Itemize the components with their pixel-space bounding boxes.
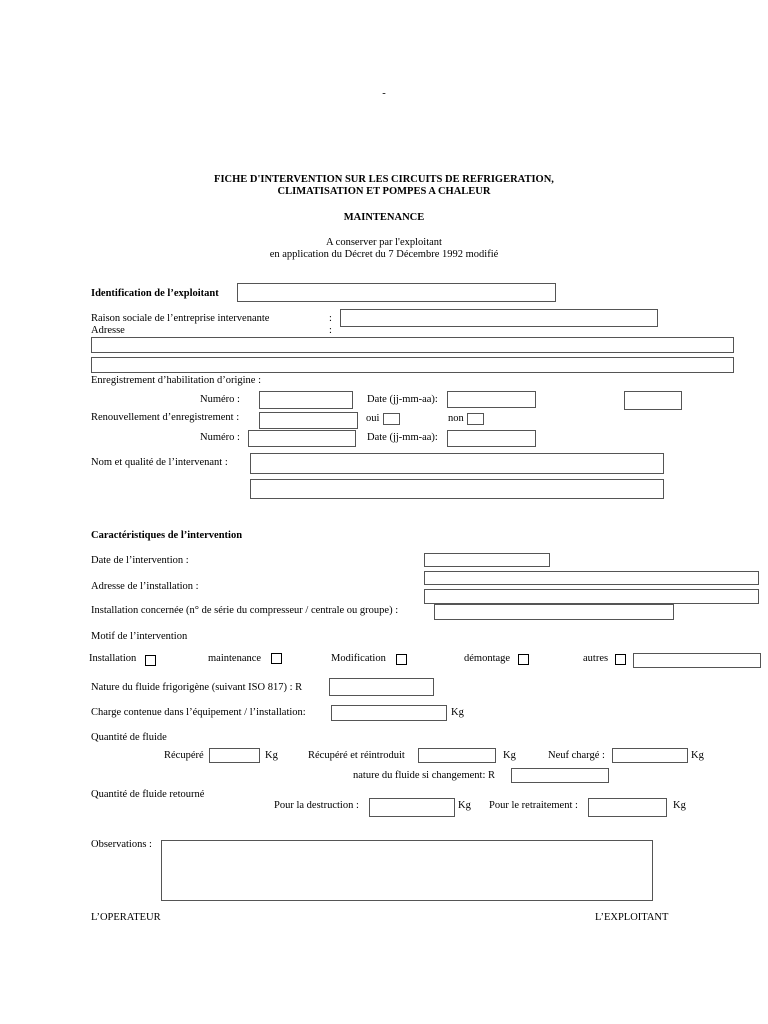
- recupere-field[interactable]: [209, 748, 260, 763]
- form-title-line2: CLIMATISATION ET POMPES A CHALEUR: [277, 186, 491, 197]
- raison-sociale-field[interactable]: [340, 309, 658, 327]
- nature-fluide-field[interactable]: [329, 678, 434, 696]
- motif-autres-label: autres: [583, 653, 609, 664]
- motif-demontage-label: démontage: [464, 653, 511, 664]
- recupere-label: Récupéré: [164, 750, 204, 761]
- installation-concernee-field[interactable]: [434, 604, 674, 620]
- recupere-reintroduit-kg-label: Kg: [503, 750, 516, 761]
- destruction-field[interactable]: [369, 798, 455, 817]
- identification-heading: Identification de l’exploitant: [91, 288, 219, 299]
- neuf-charge-label: Neuf chargé :: [548, 750, 605, 761]
- recupere-kg-label: Kg: [265, 750, 278, 761]
- adresse-installation-label: Adresse de l’installation :: [91, 581, 199, 592]
- adresse-field-line2[interactable]: [91, 357, 734, 373]
- motif-autres-checkbox[interactable]: [615, 654, 626, 665]
- raison-sociale-colon: :: [329, 313, 332, 324]
- retraitement-label: Pour le retraitement :: [489, 800, 578, 811]
- extra-field[interactable]: [624, 391, 682, 410]
- date-intervention-field[interactable]: [424, 553, 550, 567]
- retraitement-kg-label: Kg: [673, 800, 686, 811]
- charge-kg-label: Kg: [451, 707, 464, 718]
- retraitement-field[interactable]: [588, 798, 667, 817]
- nom-qualite-field-line2[interactable]: [250, 479, 664, 499]
- recupere-reintroduit-field[interactable]: [418, 748, 496, 763]
- date-intervention-label: Date de l’intervention :: [91, 555, 189, 566]
- operateur-signature-label: L’OPERATEUR: [91, 912, 161, 923]
- destruction-label: Pour la destruction :: [274, 800, 359, 811]
- nom-qualite-field-line1[interactable]: [250, 453, 664, 474]
- numero-renouv-label: Numéro :: [200, 432, 240, 443]
- header-dash: -: [382, 88, 386, 99]
- enregistrement-label: Enregistrement d’habilitation d’origine :: [91, 375, 261, 386]
- recupere-reintroduit-label: Récupéré et réintroduit: [308, 750, 405, 761]
- numero-label: Numéro :: [200, 394, 240, 405]
- adresse-installation-field-line2[interactable]: [424, 589, 759, 604]
- form-subtitle: MAINTENANCE: [343, 212, 425, 223]
- adresse-field-line1[interactable]: [91, 337, 734, 353]
- numero-field[interactable]: [259, 391, 353, 409]
- adresse-label: Adresse: [91, 325, 125, 336]
- nature-changement-field[interactable]: [511, 768, 609, 783]
- non-checkbox[interactable]: [467, 413, 484, 425]
- date-renouv-field[interactable]: [447, 430, 536, 447]
- intervention-heading: Caractéristiques de l’intervention: [91, 530, 243, 541]
- conservation-note-line1: A conserver par l'exploitant: [326, 237, 442, 248]
- charge-field[interactable]: [331, 705, 447, 721]
- motif-label: Motif de l’intervention: [91, 631, 188, 642]
- observations-label: Observations :: [91, 839, 152, 850]
- motif-maintenance-label: maintenance: [208, 653, 262, 664]
- oui-checkbox[interactable]: [383, 413, 400, 425]
- nom-qualite-label: Nom et qualité de l’intervenant :: [91, 457, 228, 468]
- date-field[interactable]: [447, 391, 536, 408]
- numero-renouv-field[interactable]: [248, 430, 356, 447]
- oui-label: oui: [366, 413, 380, 424]
- motif-modification-label: Modification: [331, 653, 386, 664]
- exploitant-field[interactable]: [237, 283, 556, 302]
- motif-modification-checkbox[interactable]: [396, 654, 407, 665]
- date-renouv-label: Date (jj-mm-aa):: [367, 432, 438, 443]
- motif-installation-checkbox[interactable]: [145, 655, 156, 666]
- form-title-line1: FICHE D'INTERVENTION SUR LES CIRCUITS DE REFRIGERATION,: [214, 174, 554, 185]
- adresse-installation-field-line1[interactable]: [424, 571, 759, 585]
- neuf-charge-kg-label: Kg: [691, 750, 704, 761]
- conservation-note-line2: en application du Décret du 7 Décembre 1992 modifié: [269, 249, 499, 260]
- charge-label: Charge contenue dans l’équipement / l’installation:: [91, 707, 306, 718]
- neuf-charge-field[interactable]: [612, 748, 688, 763]
- renouvellement-label: Renouvellement d’enregistrement :: [91, 412, 240, 423]
- motif-autres-field[interactable]: [633, 653, 761, 668]
- installation-concernee-label: Installation concernée (n° de série du compresseur / centrale ou groupe) :: [91, 605, 399, 616]
- destruction-kg-label: Kg: [458, 800, 471, 811]
- motif-demontage-checkbox[interactable]: [518, 654, 529, 665]
- nature-fluide-label: Nature du fluide frigorigène (suivant ISO 817) : R: [91, 682, 303, 693]
- non-label: non: [448, 413, 464, 424]
- nature-changement-label: nature du fluide si changement: R: [353, 770, 496, 781]
- adresse-colon: :: [329, 325, 332, 336]
- quantite-retourne-label: Quantité de fluide retourné: [91, 789, 205, 800]
- observations-field[interactable]: [161, 840, 653, 901]
- motif-maintenance-checkbox[interactable]: [271, 653, 282, 664]
- date-label: Date (jj-mm-aa):: [367, 394, 438, 405]
- exploitant-signature-label: L’EXPLOITANT: [595, 912, 669, 923]
- renouvellement-field[interactable]: [259, 412, 358, 429]
- quantite-fluide-label: Quantité de fluide: [91, 732, 167, 743]
- motif-installation-label: Installation: [89, 653, 137, 664]
- raison-sociale-label: Raison sociale de l’entreprise intervenante: [91, 313, 270, 324]
